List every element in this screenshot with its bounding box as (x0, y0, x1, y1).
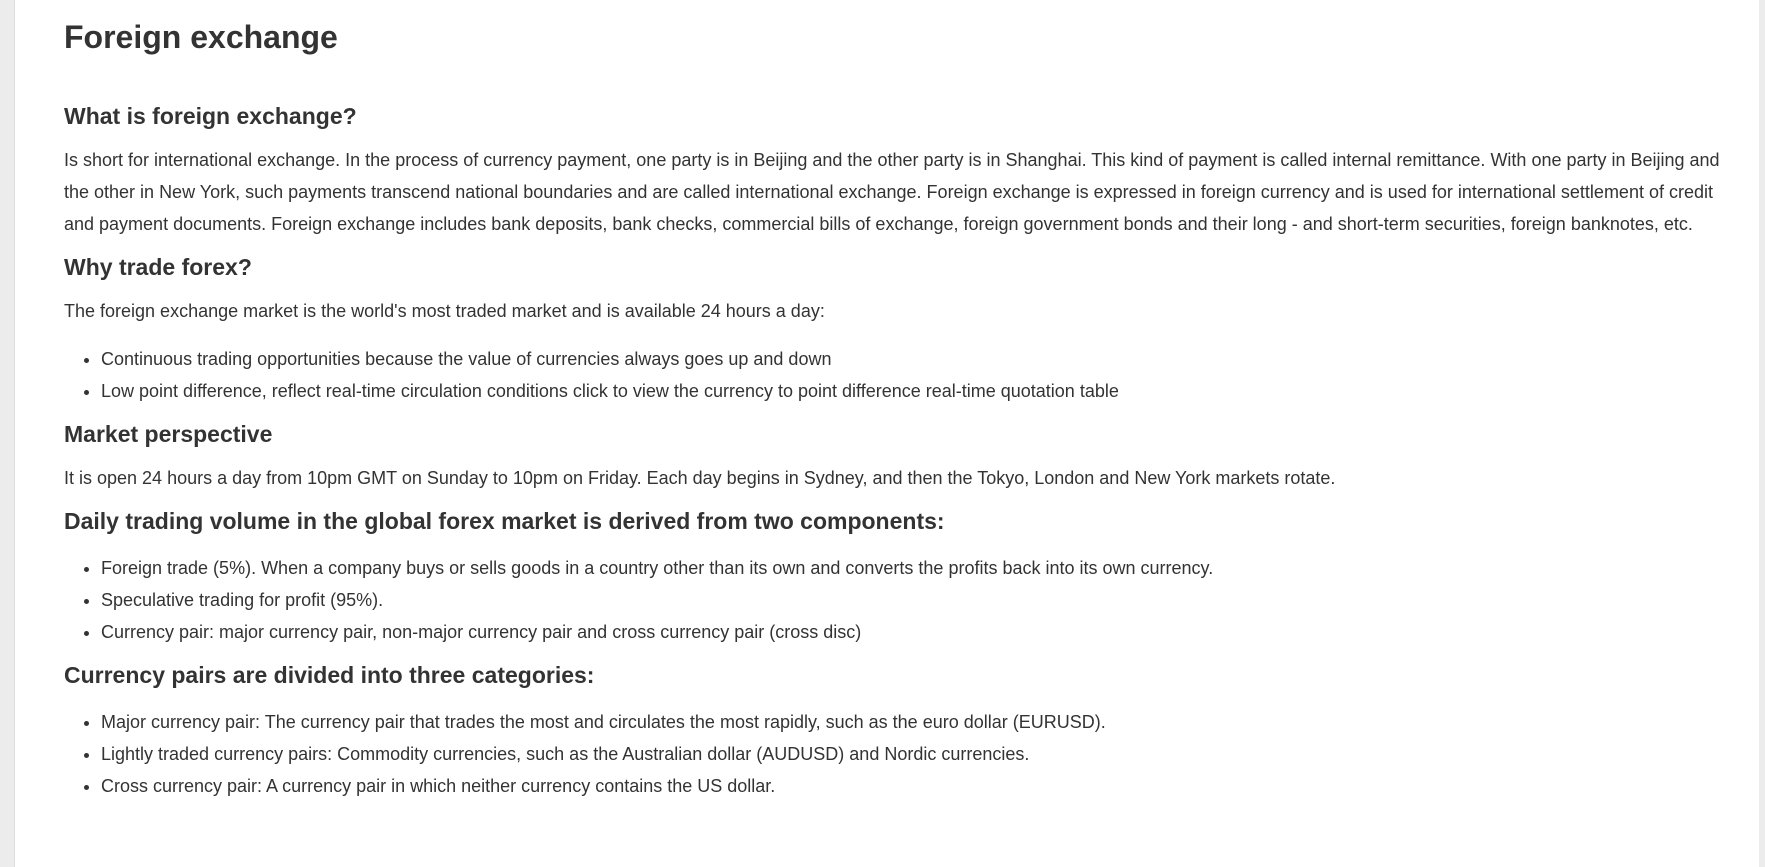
daily-volume-list (64, 552, 1724, 648)
section-heading-currency-pairs: Currency pairs are divided into three categories: (64, 662, 595, 688)
section-heading-daily-volume: Daily trading volume in the global forex market is derived from two components: (64, 508, 945, 534)
list-item: • Continuous trading opportunities because the value of currencies always goes up and down (101, 343, 1724, 375)
section-paragraph-what-is-forex: Is short for international exchange. In the process of currency payment, one party is in Beijing and the other party is in Shanghai. This kind of payment is called internal remittance. With one party in Beijing and the other in New York, such payments transcend national boundaries and are called international exchange. Foreign exchange is expressed in foreign currency and is used for international settlement of credit and payment documents. Foreign exchange includes bank deposits, bank checks, commercial bills of exchange, foreign government bonds and their long - and short-term securities, foreign banknotes, etc. (64, 150, 1720, 234)
list-item: • Low point difference, reflect real-time circulation conditions click to view the currency to point difference real-time quotation table (101, 375, 1724, 407)
list-item: • Foreign trade (5%). When a company buys or sells goods in a country other than its own and converts the profits back into its own currency. (101, 552, 1724, 584)
section-paragraph-why-trade: The foreign exchange market is the world's most traded market and is available 24 hours a day: (64, 301, 825, 321)
list-item: • Currency pair: major currency pair, non-major currency pair and cross currency pair (cross disc) (101, 616, 1724, 648)
list-item: • Speculative trading for profit (95%). (101, 584, 1724, 616)
left-gutter (0, 0, 14, 867)
section-heading-what-is-forex: What is foreign exchange? (64, 103, 357, 129)
section-heading-why-trade: Why trade forex? (64, 254, 252, 280)
why-trade-list (64, 343, 1724, 407)
article-page (14, 0, 1759, 867)
article-content (64, 0, 1724, 802)
list-item: • Lightly traded currency pairs: Commodity currencies, such as the Australian dollar (AUDUSD) and Nordic currencies. (101, 738, 1724, 770)
section-paragraph-market-perspective: It is open 24 hours a day from 10pm GMT on Sunday to 10pm on Friday. Each day begins in Sydney, and then the Tokyo, London and New York markets rotate. (64, 468, 1336, 488)
section-heading-market-perspective: Market perspective (64, 421, 273, 447)
list-item: • Cross currency pair: A currency pair in which neither currency contains the US dollar. (101, 770, 1724, 802)
list-item: • Major currency pair: The currency pair that trades the most and circulates the most rapidly, such as the euro dollar (EURUSD). (101, 706, 1724, 738)
right-gutter (1759, 0, 1765, 867)
page-title: Foreign exchange (64, 19, 338, 55)
currency-pairs-list (64, 706, 1724, 802)
